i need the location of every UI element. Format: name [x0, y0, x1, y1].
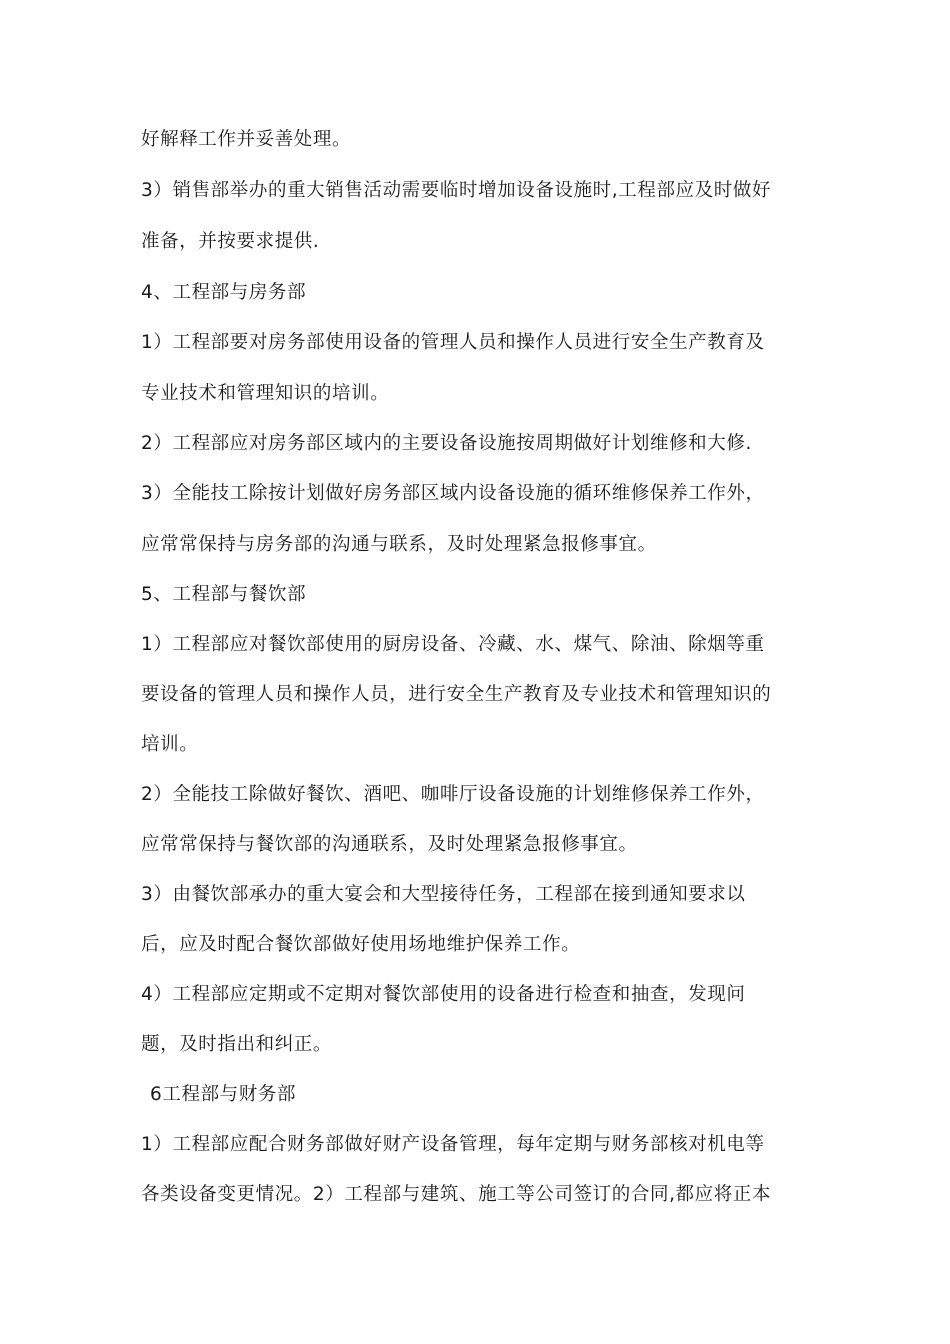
text-line-15: 应常常保持与餐饮部的沟通联系，及时处理紧急报修事宜。	[141, 834, 638, 855]
text-line-12: 要设备的管理人员和操作人员，进行安全生产教育及专业技术和管理知识的	[141, 684, 772, 705]
text-line-5: 1）工程部要对房务部使用设备的管理人员和操作人员进行安全生产教育及	[141, 332, 765, 353]
text-line-2: 3）销售部举办的重大销售活动需要临时增加设备设施时,工程部应及时做好	[141, 180, 772, 201]
text-line-6: 专业技术和管理知识的培训。	[141, 383, 390, 404]
text-line-18: 4）工程部应定期或不定期对餐饮部使用的设备进行检查和抽查，发现问	[141, 984, 746, 1005]
section-heading-5: 5、工程部与餐饮部	[141, 584, 307, 605]
text-line-3: 准备，并按要求提供.	[141, 231, 320, 252]
text-line-11: 1）工程部应对餐饮部使用的厨房设备、冷藏、水、煤气、除油、除烟等重	[141, 634, 765, 655]
text-line-1: 好解释工作并妥善处理。	[141, 129, 352, 150]
text-line-14: 2）全能技工除做好餐饮、酒吧、咖啡厅设备设施的计划维修保养工作外，	[141, 784, 765, 805]
text-line-8: 3）全能技工除按计划做好房务部区域内设备设施的循环维修保养工作外，	[141, 483, 765, 504]
section-heading-4: 4、工程部与房务部	[141, 282, 307, 303]
text-line-16: 3）由餐饮部承办的重大宴会和大型接待任务，工程部在接到通知要求以	[141, 884, 746, 905]
text-line-21: 1）工程部应配合财务部做好财产设备管理，每年定期与财务部核对机电等	[141, 1134, 765, 1155]
text-line-19: 题，及时指出和纠正。	[141, 1034, 333, 1055]
text-line-9: 应常常保持与房务部的沟通与联系，及时处理紧急报修事宜。	[141, 534, 657, 555]
text-line-17: 后，应及时配合餐饮部做好使用场地维护保养工作。	[141, 934, 581, 955]
text-line-22: 各类设备变更情况。2）工程部与建筑、施工等公司签订的合同,都应将正本	[141, 1184, 772, 1205]
text-line-7: 2）工程部应对房务部区域内的主要设备设施按周期做好计划维修和大修.	[141, 433, 752, 454]
section-heading-6: 6工程部与财务部	[150, 1084, 297, 1105]
text-line-13: 培训。	[141, 734, 199, 755]
